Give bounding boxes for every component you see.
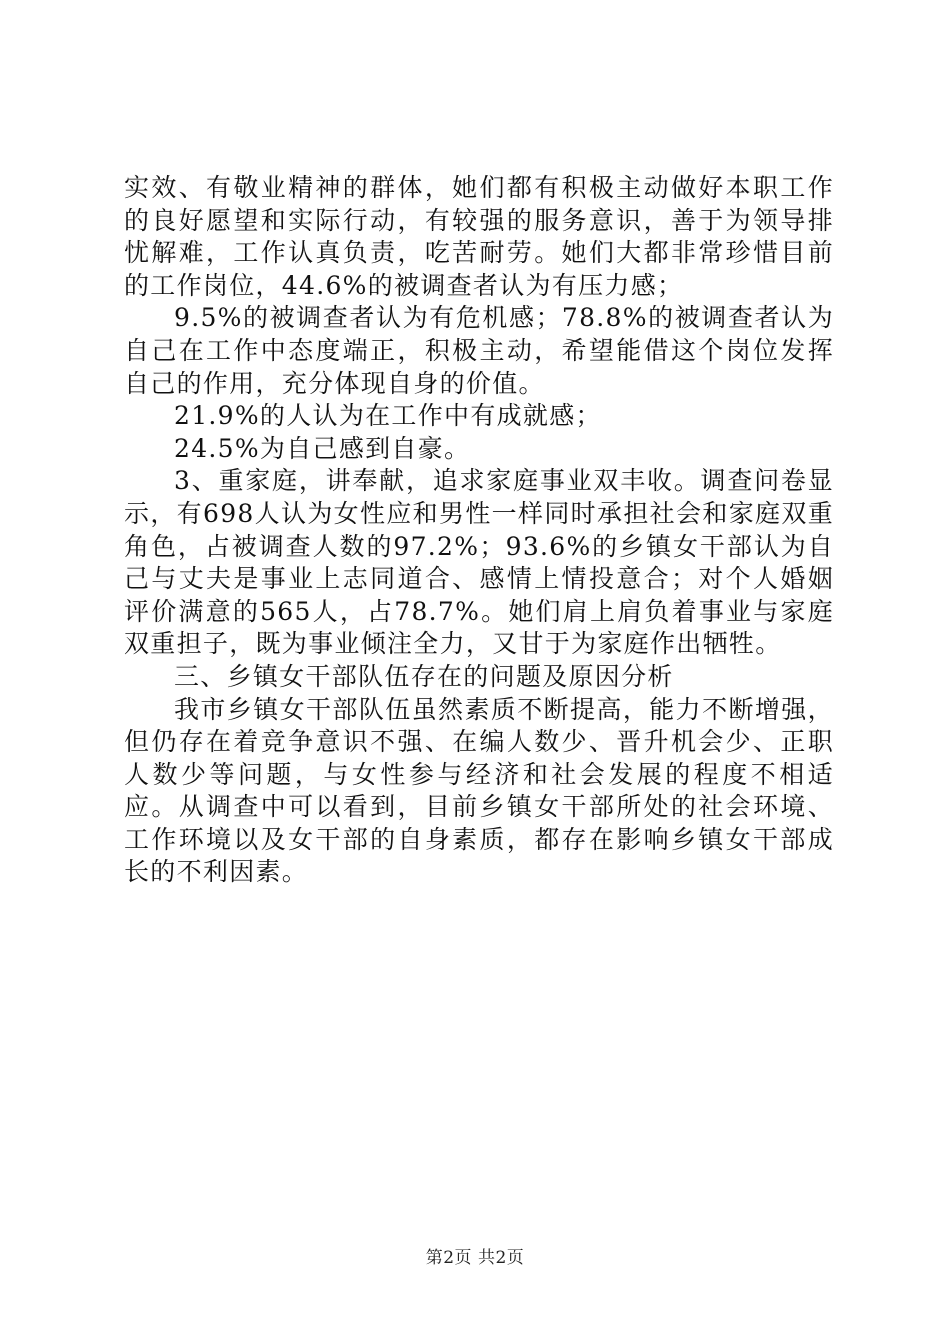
paragraph-pride-stat: 24.5%为自己感到自豪。 (174, 433, 471, 463)
paragraph-continuation: 实效、有敬业精神的群体，她们都有积极主动做好本职工作的良好愿望和实际行动，有较强的服务意识，善于为领导排忧解难，工作认真负责，吃苦耐劳。她们大都非常珍惜目前的工作岗位，44.6%的被调查者认为有压力感； (124, 173, 834, 300)
document-body (124, 172, 834, 889)
paragraph-family-section: 3、重家庭，讲奉献，追求家庭事业双丰收。调查问卷显示，有698人认为女性应和男性一样同时承担社会和家庭双重角色，占被调查人数的97.2%；93.6%的乡镇女干部认为自己与丈夫是事业上志同道合、感情上情投意合；对个人婚姻评价满意的565人，占78.7%。她们肩上肩负着事业与家庭双重担子，既为事业倾注全力，又甘于为家庭作出牺牲。 (124, 466, 834, 659)
paragraph-problems-analysis: 我市乡镇女干部队伍虽然素质不断提高，能力不断增强，但仍存在着竞争意识不强、在编人数少、晋升机会少、正职人数少等问题，与女性参与经济和社会发展的程度不相适应。从调查中可以看到，目前乡镇女干部所处的社会环境、工作环境以及女干部的自身素质，都存在影响乡镇女干部成长的不利因素。 (124, 694, 834, 887)
page-number-footer: 第2页 共2页 (425, 1248, 525, 1268)
section-heading-problems: 三、乡镇女干部队伍存在的问题及原因分析 (174, 661, 674, 691)
paragraph-crisis-stats: 9.5%的被调查者认为有危机感；78.8%的被调查者认为自己在工作中态度端正，积极主动，希望能借这个岗位发挥自己的作用，充分体现自身的价值。 (124, 303, 834, 398)
paragraph-achievement-stat: 21.9%的人认为在工作中有成就感； (174, 401, 602, 431)
